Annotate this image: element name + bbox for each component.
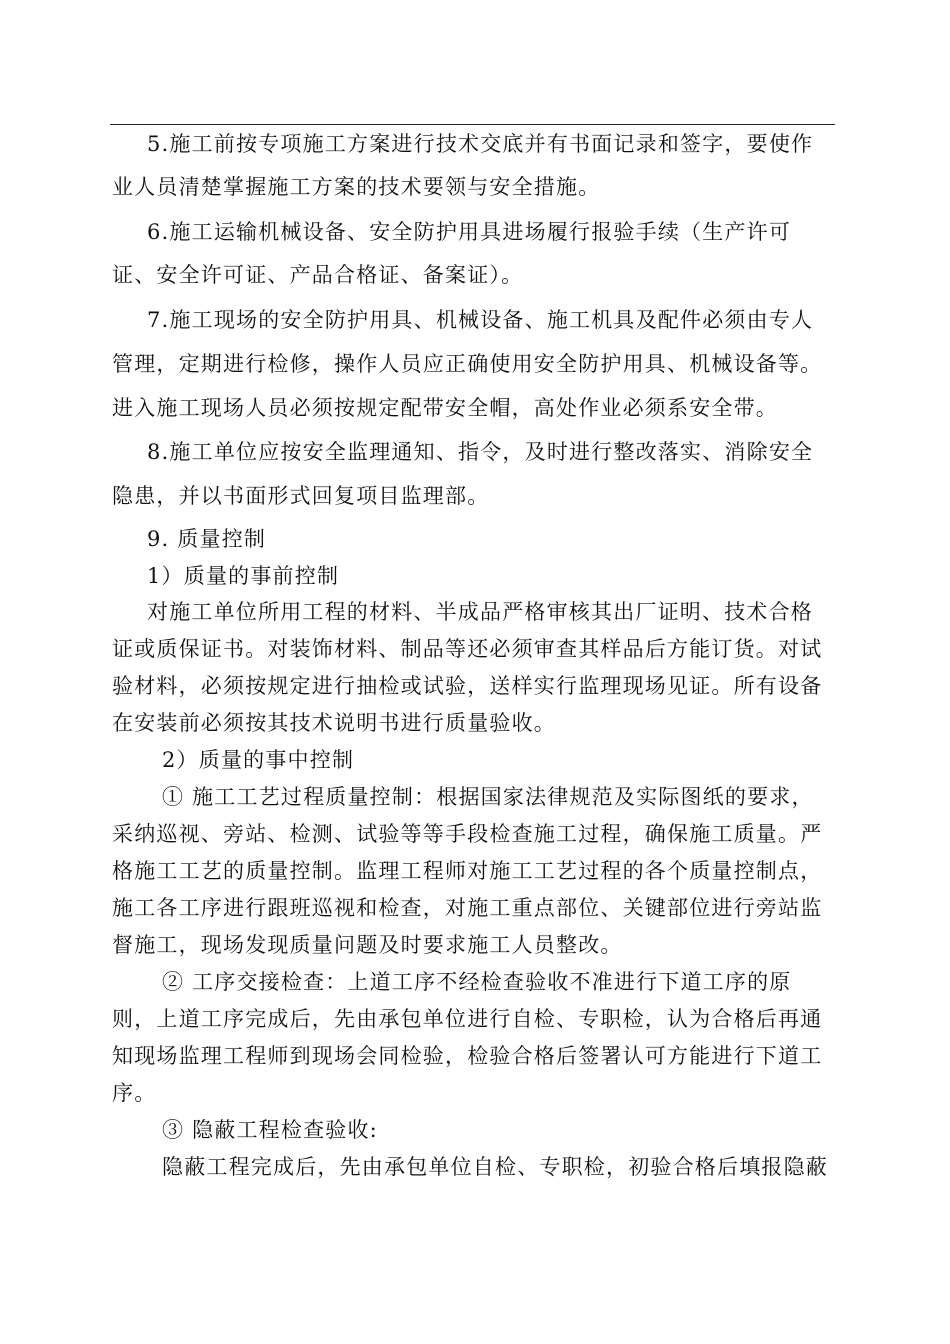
text-line: 管理，定期进行检修，操作人员应正确使用安全防护用具、机械设备等。 bbox=[112, 352, 823, 376]
text-line: 知现场监理工程师到现场会同检验，检验合格后签署认可方能进行下道工 bbox=[112, 1044, 823, 1068]
section-heading: 9. 质量控制 bbox=[147, 527, 267, 551]
text-line: 证或质保证书。对装饰材料、制品等还必须审查其样品后方能订货。对试 bbox=[112, 637, 823, 661]
text-line: 则，上道工序完成后，先由承包单位进行自检、专职检，认为合格后再通 bbox=[112, 1007, 823, 1031]
text-line: 7.施工现场的安全防护用具、机械设备、施工机具及配件必须由专人 bbox=[147, 308, 814, 332]
header-rule bbox=[110, 124, 835, 125]
text-line: 格施工工艺的质量控制。监理工程师对施工工艺过程的各个质量控制点， bbox=[112, 859, 823, 883]
text-line: 8.施工单位应按安全监理通知、指令，及时进行整改落实、消除安全 bbox=[147, 440, 814, 464]
subsection-heading: 2）质量的事中控制 bbox=[162, 748, 355, 772]
text-line: 在安装前必须按其技术说明书进行质量验收。 bbox=[112, 711, 556, 735]
text-line: ③ 隐蔽工程检查验收: bbox=[162, 1118, 378, 1142]
text-line: 业人员清楚掌握施工方案的技术要领与安全措施。 bbox=[112, 175, 601, 199]
text-line: 对施工单位所用工程的材料、半成品严格审核其出厂证明、技术合格 bbox=[147, 600, 813, 624]
text-line: 序。 bbox=[112, 1081, 157, 1105]
text-line: 采纳巡视、旁站、检测、试验等等手段检查施工过程，确保施工质量。严 bbox=[112, 822, 823, 846]
text-line: 6.施工运输机械设备、安全防护用具进场履行报验手续（生产许可 bbox=[147, 220, 792, 244]
text-line: 隐蔽工程完成后，先由承包单位自检、专职检，初验合格后填报隐蔽 bbox=[162, 1155, 828, 1179]
subsection-heading: 1）质量的事前控制 bbox=[147, 564, 340, 588]
text-line: 隐患，并以书面形式回复项目监理部。 bbox=[112, 484, 490, 508]
text-line: 进入施工现场人员必须按规定配带安全帽，高处作业必须系安全带。 bbox=[112, 396, 778, 420]
text-line: 施工各工序进行跟班巡视和检查，对施工重点部位、关键部位进行旁站监 bbox=[112, 896, 823, 920]
text-line: 验材料，必须按规定进行抽检或试验，送样实行监理现场见证。所有设备 bbox=[112, 674, 823, 698]
text-line: ① 施工工艺过程质量控制：根据国家法律规范及实际图纸的要求， bbox=[162, 785, 814, 809]
text-line: 督施工，现场发现质量问题及时要求施工人员整改。 bbox=[112, 933, 623, 957]
text-line: 5.施工前按专项施工方案进行技术交底并有书面记录和签字，要使作 bbox=[147, 132, 814, 156]
text-line: 证、安全许可证、产品合格证、备案证）。 bbox=[112, 263, 524, 287]
text-line: ② 工序交接检查：上道工序不经检查验收不准进行下道工序的原 bbox=[162, 970, 792, 994]
